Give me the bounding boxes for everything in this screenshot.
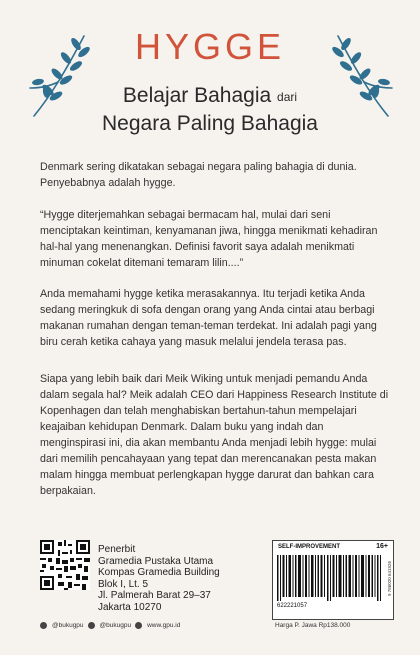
blurb-text: Denmark sering dikatakan sebagai negara paling bahagia di dunia. Penyebabnya adalah hygge.: [40, 161, 357, 189]
blurb-paragraph-2: [40, 207, 390, 271]
cover-header: [0, 0, 420, 150]
blurb-paragraph-4: [40, 371, 390, 499]
book-subtitle-line2: Negara Paling Bahagia: [102, 112, 318, 135]
subtitle-part1: Belajar Bahagia: [122, 84, 272, 107]
instagram-icon: [40, 622, 47, 629]
instagram-handle: @bukugpu: [52, 622, 84, 629]
subtitle-small-word: dari: [277, 90, 298, 104]
qr-code-icon: [40, 540, 90, 590]
barcode-box: [272, 540, 394, 620]
blurb-paragraph-3: [40, 286, 390, 350]
cover-footer: [0, 520, 420, 655]
blurb-text: Siapa yang lebih baik dari Meik Wiking untuk menjadi pemandu Anda dalam segala hal? Meik adalah CEO dari Happiness Research Institute di Kopenhagen dan telah menghabiskan bertahun-tahun mempelajari keajaiban kehidupan Denmark. Dalam buku yang indah dan menginspirasi ini, dia akan membantu Anda menjadi lebih hygge: mulai dari memilih pencahayaan yang tepat dan merencanakan pesta makan malam hingga membuat perlengkapan hygge darurat dan bahkan cara berpakaian.: [40, 373, 389, 497]
book-title: HYGGE: [134, 26, 286, 67]
blurb-quote: “Hygge diterjemahkan sebagai bermacam hal, mulai dari seni menciptakan keintiman, kenyamanan jiwa, hingga menikmati kehadiran hal-hal yang menenangkan. Definisi favorit saya adalah menikmati minuman cokelat ditemani temaram lilin....”: [40, 209, 378, 269]
blurb-text: Anda memahami hygge ketika merasakannya. Itu terjadi ketika Anda sedang meringkuk di sofa dengan orang yang Anda cintai atau berbagi makanan rumahan dengan teman-teman terdekat. Ini adalah pagi yang biru cerah ketika cahaya yang masuk melalui jendela terasa pas.: [40, 288, 377, 348]
publisher-name: Gramedia Pustaka Utama: [98, 555, 214, 567]
publisher-label: Penerbit: [98, 544, 136, 555]
book-category: SELF-IMPROVEMENT: [278, 544, 341, 550]
social-links: [40, 622, 180, 629]
book-subtitle-line1: [0, 84, 420, 108]
twitter-handle: @bukugpu: [99, 622, 132, 629]
isbn-side-number: 9 786020 641926: [387, 561, 392, 597]
barcode-number: 622221057: [277, 603, 308, 609]
barcode-icon: [277, 555, 383, 601]
publisher-city: Jakarta 10270: [98, 601, 162, 613]
price-label: Harga P. Jawa Rp138.000: [275, 622, 351, 629]
age-rating-badge: 16+: [376, 543, 388, 550]
publisher-info: [98, 544, 220, 613]
web-globe-icon: [135, 622, 142, 629]
publisher-street: Jl. Palmerah Barat 29–37: [98, 590, 211, 601]
blurb-paragraph-1: [40, 159, 390, 191]
publisher-building: Kompas Gramedia Building: [98, 567, 220, 578]
publisher-block: Blok I, Lt. 5: [98, 578, 149, 590]
twitter-icon: [88, 622, 95, 629]
website-url: www.gpu.id: [147, 622, 181, 629]
